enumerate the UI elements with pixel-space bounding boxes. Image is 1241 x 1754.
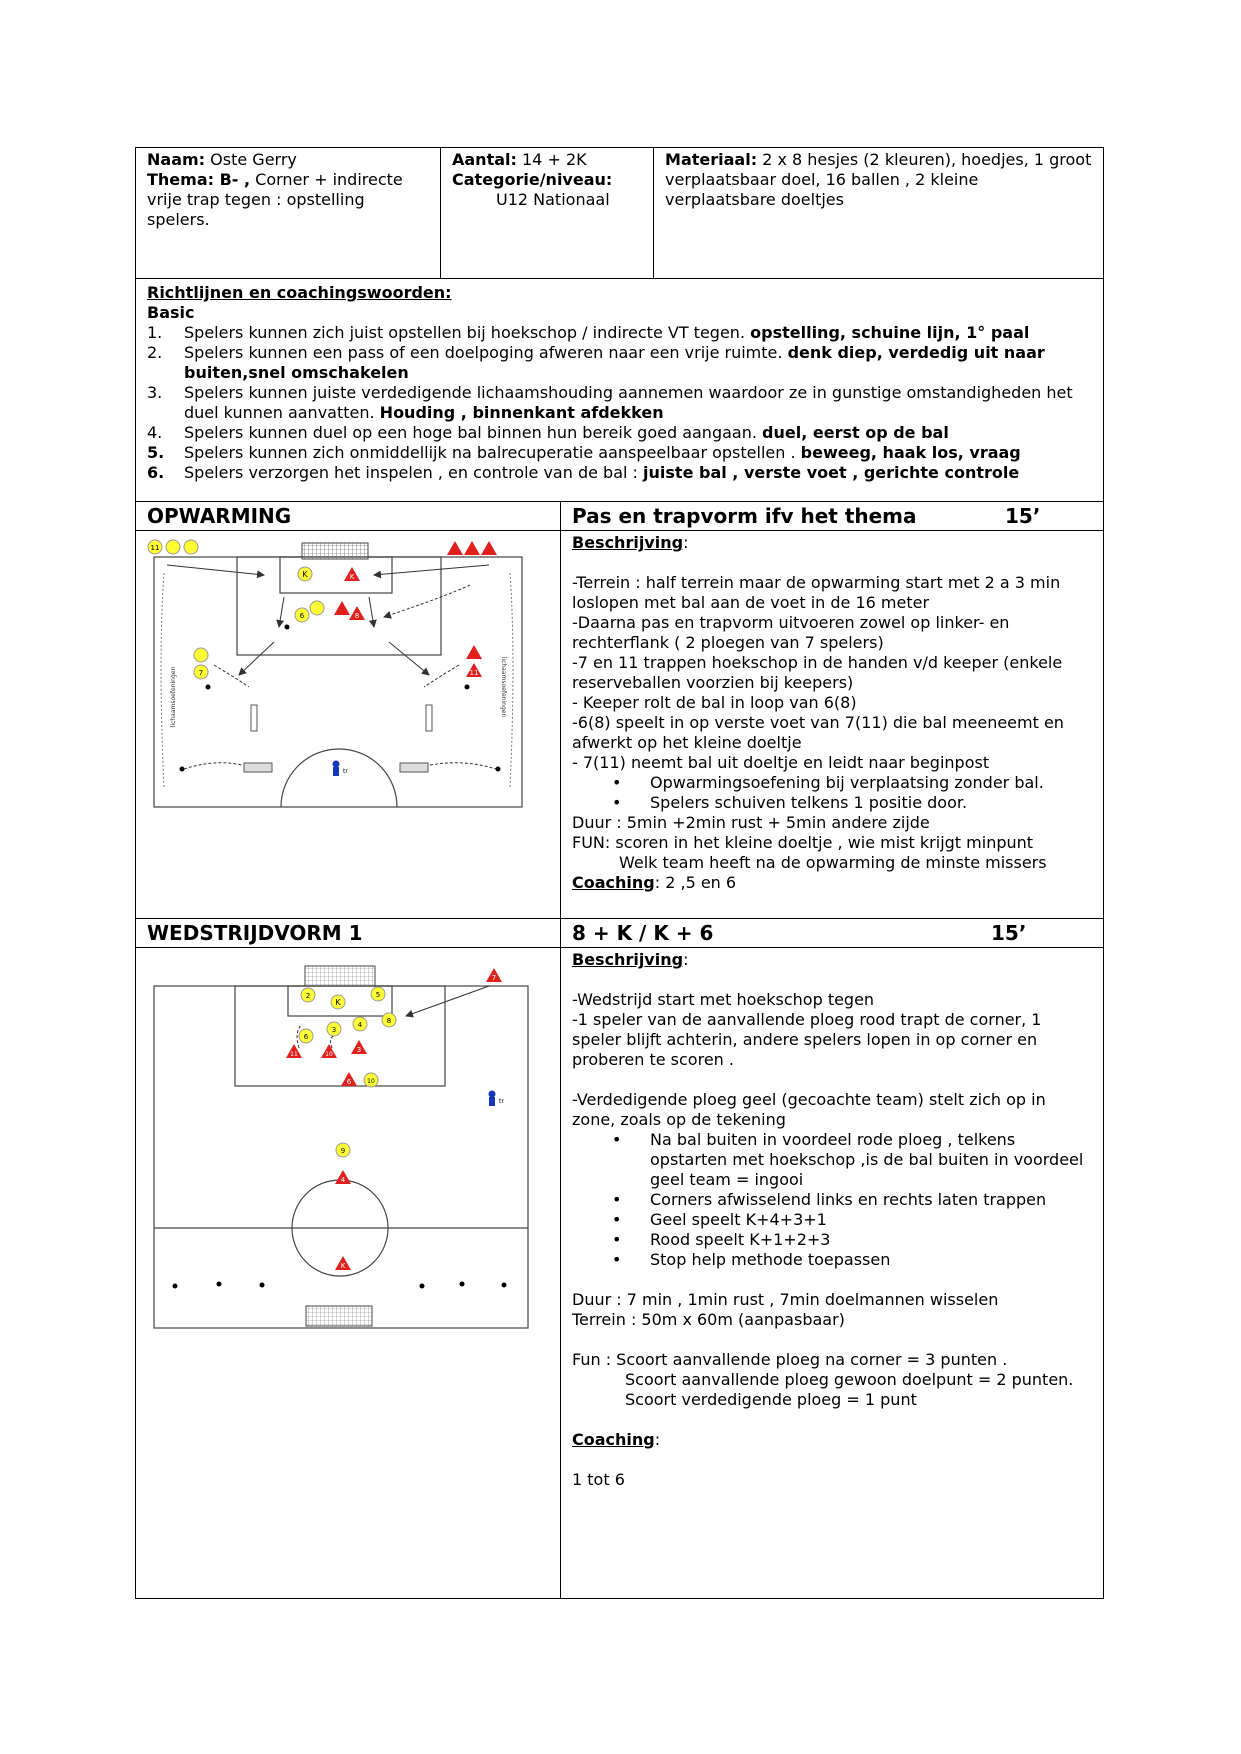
- yellow-player-icon: [194, 648, 208, 662]
- svg-text:11: 11: [290, 1051, 298, 1058]
- fun-line: FUN: scoren in het kleine doeltje , wie mist krijgt minpunt: [572, 833, 1034, 852]
- trainer-icon: [489, 1091, 496, 1098]
- red-player-icon: [481, 541, 497, 555]
- opwarming-bullets: [572, 773, 1092, 813]
- svg-text:K: K: [349, 573, 355, 581]
- trainer-icon: [333, 761, 340, 768]
- desc-line: - Keeper rolt de bal in loop van 6(8): [572, 693, 857, 712]
- yellow-player-icon: [184, 540, 198, 554]
- session-table: [135, 147, 1104, 1599]
- list-item: • Spelers schuiven telkens 1 positie door.: [650, 793, 1092, 813]
- desc-line: -Daarna pas en trapvorm uitvoeren zowel op linker- en rechterflank ( 2 ploegen van 7 spelers): [572, 613, 1010, 652]
- list-item: 3. Spelers kunnen juiste verdedigende lichaamshouding aannemen waardoor ze in gunstige omstandigheden het duel kunnen aanvatten. Houding , binnenkant afdekken: [147, 383, 1073, 422]
- list-item: 6. Spelers verzorgen het inspelen , en controle van de bal : juiste bal , verste voet , gerichte controle: [147, 463, 1020, 482]
- svg-text:7: 7: [491, 974, 497, 982]
- list-item: • Na bal buiten in voordeel rode ploeg , telkens opstarten met hoekschop ,is de bal buiten in voordeel geel team = ingooi: [650, 1130, 1092, 1190]
- opwarming-title: OPWARMING: [136, 502, 561, 531]
- run-arrow-left: [251, 705, 257, 731]
- svg-text:9: 9: [340, 1147, 346, 1155]
- thema-label: Thema: B- ,: [147, 170, 251, 189]
- list-item: 2. Spelers kunnen een pass of een doelpoging afweren naar een vrije ruimte. denk diep, verdedig uit naar buiten,snel omschakelen: [147, 343, 1045, 382]
- side-label: lichaamsoefeningen: [170, 666, 177, 728]
- desc-line: - 7(11) neemt bal uit doeltje en leidt naar beginpost: [572, 753, 990, 772]
- svg-text:4: 4: [340, 1176, 346, 1184]
- wedstrijd-body-row: [136, 948, 1104, 1599]
- opwarming-diagram-cell: [136, 531, 561, 919]
- richtlijnen-list: [147, 323, 1092, 483]
- svg-text:10: 10: [367, 1078, 375, 1085]
- svg-text:4: 4: [357, 1021, 363, 1029]
- list-item: 1. Spelers kunnen zich juist opstellen bij hoekschop / indirecte VT tegen. opstelling, schuine lijn, 1° paal: [147, 323, 1030, 342]
- red-player-icon: [334, 601, 350, 615]
- thema-value: Corner + indirecte vrije trap tegen : opstelling spelers.: [147, 170, 403, 229]
- materiaal-value: 2 x 8 hesjes (2 kleuren), hoedjes, 1 groot verplaatsbaar doel, 16 ballen , 2 kleine verplaatsbare doeltjes: [665, 150, 1092, 209]
- svg-text:K: K: [335, 998, 341, 1007]
- wedstrijd-bullets: [572, 1130, 1092, 1270]
- svg-text:K: K: [340, 1262, 346, 1270]
- svg-text:6: 6: [299, 612, 305, 620]
- svg-text:K: K: [302, 570, 308, 579]
- desc-line: -Wedstrijd start met hoekschop tegen: [572, 990, 875, 1009]
- fun-line: Scoort aanvallende ploeg gewoon doelpunt = 2 punten.: [625, 1370, 1074, 1389]
- red-player-icon: [447, 541, 463, 555]
- wedstrijd-title-row: [136, 919, 1104, 948]
- materiaal-label: Materiaal:: [665, 150, 758, 169]
- wedstrijd-desc-cell: Beschrijving: -Wedstrijd start met hoekschop tegen -1 speler van de aanvallende ploeg rood trapt de corner, 1 speler blijft achterin, andere spelers lopen in op corner en proberen te scoren . -Verdedigende ploeg geel (gecoachte team) stelt zich op in zone, zoals op de tekening • Na bal buiten in voordeel rode ploeg , telkens opstarten met hoekschop ,is de bal buiten in voordeel geel team = ingooi • Corners afwisselend links en rechts laten trappen • Geel speelt K+4+3+1 • Rood speelt K+1+2+3 • Stop help methode toepassen Duur : 7 min , 1min rust , 7min doelmannen wisselen Terrein : 50m x 60m (aanpasbaar) Fun : Scoort aanvallende ploeg na corner = 3 punten . Scoort aanvallende ploeg gewoon doelpunt = 2 punten. Scoort verdedigende ploeg = 1 punt Coaching: 1 tot 6: [561, 948, 1104, 1599]
- trainer-label: tr: [499, 1098, 504, 1105]
- desc-line: -Terrein : half terrein maar de opwarming start met 2 a 3 min loslopen met bal aan de voet in de 16 meter: [572, 573, 1061, 612]
- wedstrijd-title: WEDSTRIJDVORM 1: [136, 919, 561, 948]
- fun-line: Scoort verdedigende ploeg = 1 punt: [625, 1390, 917, 1409]
- desc-line: -6(8) speelt in op verste voet van 7(11) die bal meeneemt en afwerkt op het kleine doeltje: [572, 713, 1064, 752]
- svg-text:3: 3: [356, 1046, 362, 1054]
- opwarming-time: 15’: [1005, 504, 1041, 528]
- beschrijving-label: Beschrijving: [572, 533, 684, 552]
- svg-text:10: 10: [325, 1051, 333, 1058]
- svg-text:11: 11: [150, 544, 160, 552]
- richtlijnen-row: [136, 279, 1104, 502]
- opwarming-subtitle: Pas en trapvorm ifv het thema: [572, 504, 917, 528]
- list-item: 5. Spelers kunnen zich onmiddellijk na balrecuperatie aanspeelbaar opstellen . beweeg, haak los, vraag: [147, 443, 1021, 462]
- yellow-player-icon: [310, 601, 324, 615]
- naam-label: Naam:: [147, 150, 206, 169]
- opwarming-desc-cell: Beschrijving: -Terrein : half terrein maar de opwarming start met 2 a 3 min loslopen met bal aan de voet in de 16 meter -Daarna pas en trapvorm uitvoeren zowel op linker- en rechterflank ( 2 ploegen van 7 spelers) -7 en 11 trappen hoekschop in de handen v/d keeper (enkele reserveballen voorzien bij keepers) - Keeper rolt de bal in loop van 6(8) -6(8) speelt in op verste voet van 7(11) die bal meeneemt en afwerkt op het kleine doeltje - 7(11) neemt bal uit doeltje en leidt naar beginpost • Opwarmingsoefening bij verplaatsing zonder bal. • Spelers schuiven telkens 1 positie door. Duur : 5min +2min rust + 5min andere zijde FUN: scoren in het kleine doeltje , wie mist krijgt minpunt Welk team heeft na de opwarming de minste missers Coaching: 2 ,5 en 6: [561, 531, 1104, 919]
- svg-text:8: 8: [354, 612, 360, 620]
- wedstrijd-diagram-cell: [136, 948, 561, 1599]
- naam-thema-cell: [136, 148, 441, 279]
- svg-text:3: 3: [331, 1026, 337, 1034]
- coaching-label: Coaching: [572, 1430, 655, 1449]
- aantal-label: Aantal:: [452, 150, 517, 169]
- wedstrijd-diagram: [144, 952, 544, 1332]
- opwarming-title-row: [136, 502, 1104, 531]
- trainer-label: tr: [343, 768, 348, 775]
- center-circle: [281, 749, 397, 807]
- coaching-value: 1 tot 6: [572, 1470, 625, 1489]
- desc-line: -Verdedigende ploeg geel (gecoachte team) stelt zich op in zone, zoals op de tekening: [572, 1090, 1046, 1129]
- list-item: • Rood speelt K+1+2+3: [650, 1230, 1092, 1250]
- small-goal-left: [244, 763, 272, 772]
- richtlijnen-subtitle: Basic: [147, 303, 195, 322]
- run-arrow-right: [426, 705, 432, 731]
- wedstrijd-subtitle-cell: [561, 919, 1104, 948]
- list-item: 4. Spelers kunnen duel op een hoge bal binnen hun bereik goed aangaan. duel, eerst op de bal: [147, 423, 949, 442]
- svg-text:5: 5: [375, 991, 381, 999]
- duur: Duur : 7 min , 1min rust , 7min doelmannen wisselen: [572, 1290, 999, 1309]
- goal-net-bottom: [306, 1306, 372, 1326]
- wedstrijd-subtitle: 8 + K / K + 6: [572, 921, 714, 945]
- desc-line: -7 en 11 trappen hoekschop in de handen v/d keeper (enkele reserveballen voorzien bij keepers): [572, 653, 1063, 692]
- side-label: lichaamsoefeningen: [500, 656, 507, 718]
- desc-line: -1 speler van de aanvallende ploeg rood trapt de corner, 1 speler blijft achterin, andere spelers lopen in op corner en proberen te scoren .: [572, 1010, 1042, 1069]
- goal-net: [305, 966, 375, 986]
- duur: Duur : 5min +2min rust + 5min andere zijde: [572, 813, 930, 832]
- yellow-player-icon: [166, 540, 180, 554]
- coaching-label: Coaching: [572, 873, 655, 892]
- svg-text:11: 11: [469, 669, 479, 677]
- red-player-icon: [464, 541, 480, 555]
- opwarming-body-row: [136, 531, 1104, 919]
- naam-value: Oste Gerry: [210, 150, 297, 169]
- svg-text:7: 7: [198, 669, 204, 677]
- terrein: Terrein : 50m x 60m (aanpasbaar): [572, 1310, 845, 1329]
- header-row: [136, 148, 1104, 279]
- coaching-value: : 2 ,5 en 6: [654, 873, 737, 892]
- categorie-label: Categorie/niveau:: [452, 170, 613, 189]
- red-player-icon: [466, 645, 482, 659]
- training-sheet: [135, 147, 1103, 1599]
- fun-line: Fun : Scoort aanvallende ploeg na corner = 3 punten .: [572, 1350, 1008, 1369]
- svg-text:6: 6: [303, 1033, 309, 1041]
- svg-text:8: 8: [386, 1017, 392, 1025]
- svg-text:6: 6: [346, 1078, 352, 1086]
- list-item: • Opwarmingsoefening bij verplaatsing zonder bal.: [650, 773, 1092, 793]
- svg-text:2: 2: [305, 992, 311, 1000]
- aantal-value: 14 + 2K: [522, 150, 587, 169]
- aantal-cell: [441, 148, 654, 279]
- opwarming-subtitle-cell: [561, 502, 1104, 531]
- list-item: • Stop help methode toepassen: [650, 1250, 1092, 1270]
- materiaal-cell: [654, 148, 1104, 279]
- fun-line: Welk team heeft na de opwarming de minste missers: [619, 853, 1047, 872]
- wedstrijd-time: 15’: [991, 921, 1027, 945]
- opwarming-diagram: [144, 537, 544, 809]
- beschrijving-label: Beschrijving: [572, 950, 684, 969]
- small-goal-right: [400, 763, 428, 772]
- categorie-value: U12 Nationaal: [496, 190, 610, 209]
- list-item: • Corners afwisselend links en rechts laten trappen: [650, 1190, 1092, 1210]
- richtlijnen-title: Richtlijnen en coachingswoorden:: [147, 283, 452, 302]
- richtlijnen-cell: [136, 279, 1104, 502]
- list-item: • Geel speelt K+4+3+1: [650, 1210, 1092, 1230]
